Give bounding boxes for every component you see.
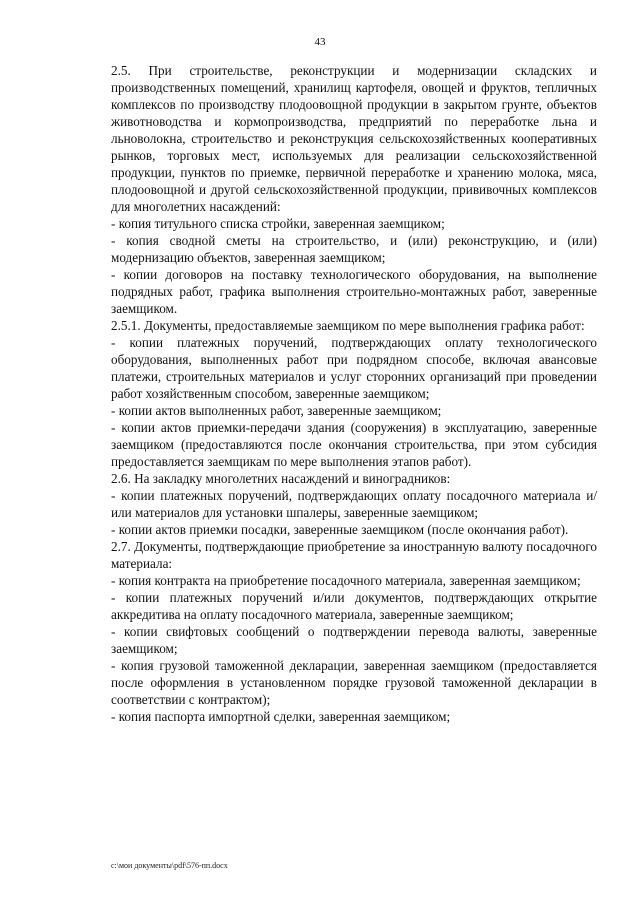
list-item: - копия сводной сметы на строительство, и (или) реконструкцию, и (или) модернизацию объектов, заверенная заемщиком;: [111, 233, 597, 265]
list-item: - копия паспорта импортной сделки, заверенная заемщиком;: [111, 709, 451, 724]
list-item: - копия титульного списка стройки, заверенная заемщиком;: [111, 216, 445, 231]
list-item: - копии актов приемки-передачи здания (сооружения) в эксплуатацию, заверенные заемщиком (предоставляются после окончания строительства, при этом субсидия предоставляется заемщикам по мере выполнения этапов работ).: [111, 420, 597, 469]
list-item: - копии свифтовых сообщений о подтверждении перевода валюты, заверенные заемщиком;: [111, 624, 597, 656]
page-number: 43: [314, 36, 326, 48]
document-body: [111, 62, 597, 725]
list-item: - копии платежных поручений, подтверждающих оплату посадочного материала и/или материалов для установки шпалеры, заверенные заемщиком;: [111, 488, 597, 520]
paragraph-2-5-1: 2.5.1. Документы, предоставляемые заемщиком по мере выполнения графика работ:: [111, 318, 585, 333]
list-item: - копия грузовой таможенной декларации, заверенная заемщиком (предоставляется после оформления в установленном порядке грузовой таможенной декларации в соответствии с контрактом);: [111, 658, 597, 707]
list-item: - копии актов приемки посадки, заверенные заемщиком (после окончания работ).: [111, 522, 569, 537]
paragraph-2-5: 2.5. При строительстве, реконструкции и модернизации складских и производственных помещений, хранилищ картофеля, овощей и фруктов, тепличных комплексов по производству плодоовощной продукции в закрытом грунте, объектов животноводства и кормопроизводства, предприятий по переработке льна и льноволокна, строительство и реконструкция сельскохозяйственных кооперативных рынков, торговых мест, используемых для реализации сельскохозяйственной продукции, пунктов по приемке, первичной переработке и хранению молока, мяса, плодоовощной и другой сельскохозяйственной продукции, прививочных комплексов для многолетних насаждений:: [111, 63, 597, 214]
paragraph-2-6: 2.6. На закладку многолетних насаждений и виноградников:: [111, 471, 451, 486]
paragraph-2-7: 2.7. Документы, подтверждающие приобретение за иностранную валюту посадочного материала:: [111, 539, 597, 571]
list-item: - копии платежных поручений, подтверждающих оплату технологического оборудования, выполненных работ при подрядном способе, включая авансовые платежи, строительных материалов и услуг сторонних организаций при проведении работ хозяйственным способом, заверенные заемщиком;: [111, 335, 597, 401]
list-item: - копии договоров на поставку технологического оборудования, на выполнение подрядных работ, графика выполнения строительно-монтажных работ, заверенные заемщиком.: [111, 267, 597, 316]
list-item: - копия контракта на приобретение посадочного материала, заверенная заемщиком;: [111, 573, 581, 588]
footer-file-path: c:\мои документы\pdf\576-пп.docx: [111, 861, 228, 870]
list-item: - копии актов выполненных работ, заверенные заемщиком;: [111, 403, 442, 418]
list-item: - копии платежных поручений и/или документов, подтверждающих открытие аккредитива на оплату посадочного материала, заверенные заемщиком;: [111, 590, 597, 622]
